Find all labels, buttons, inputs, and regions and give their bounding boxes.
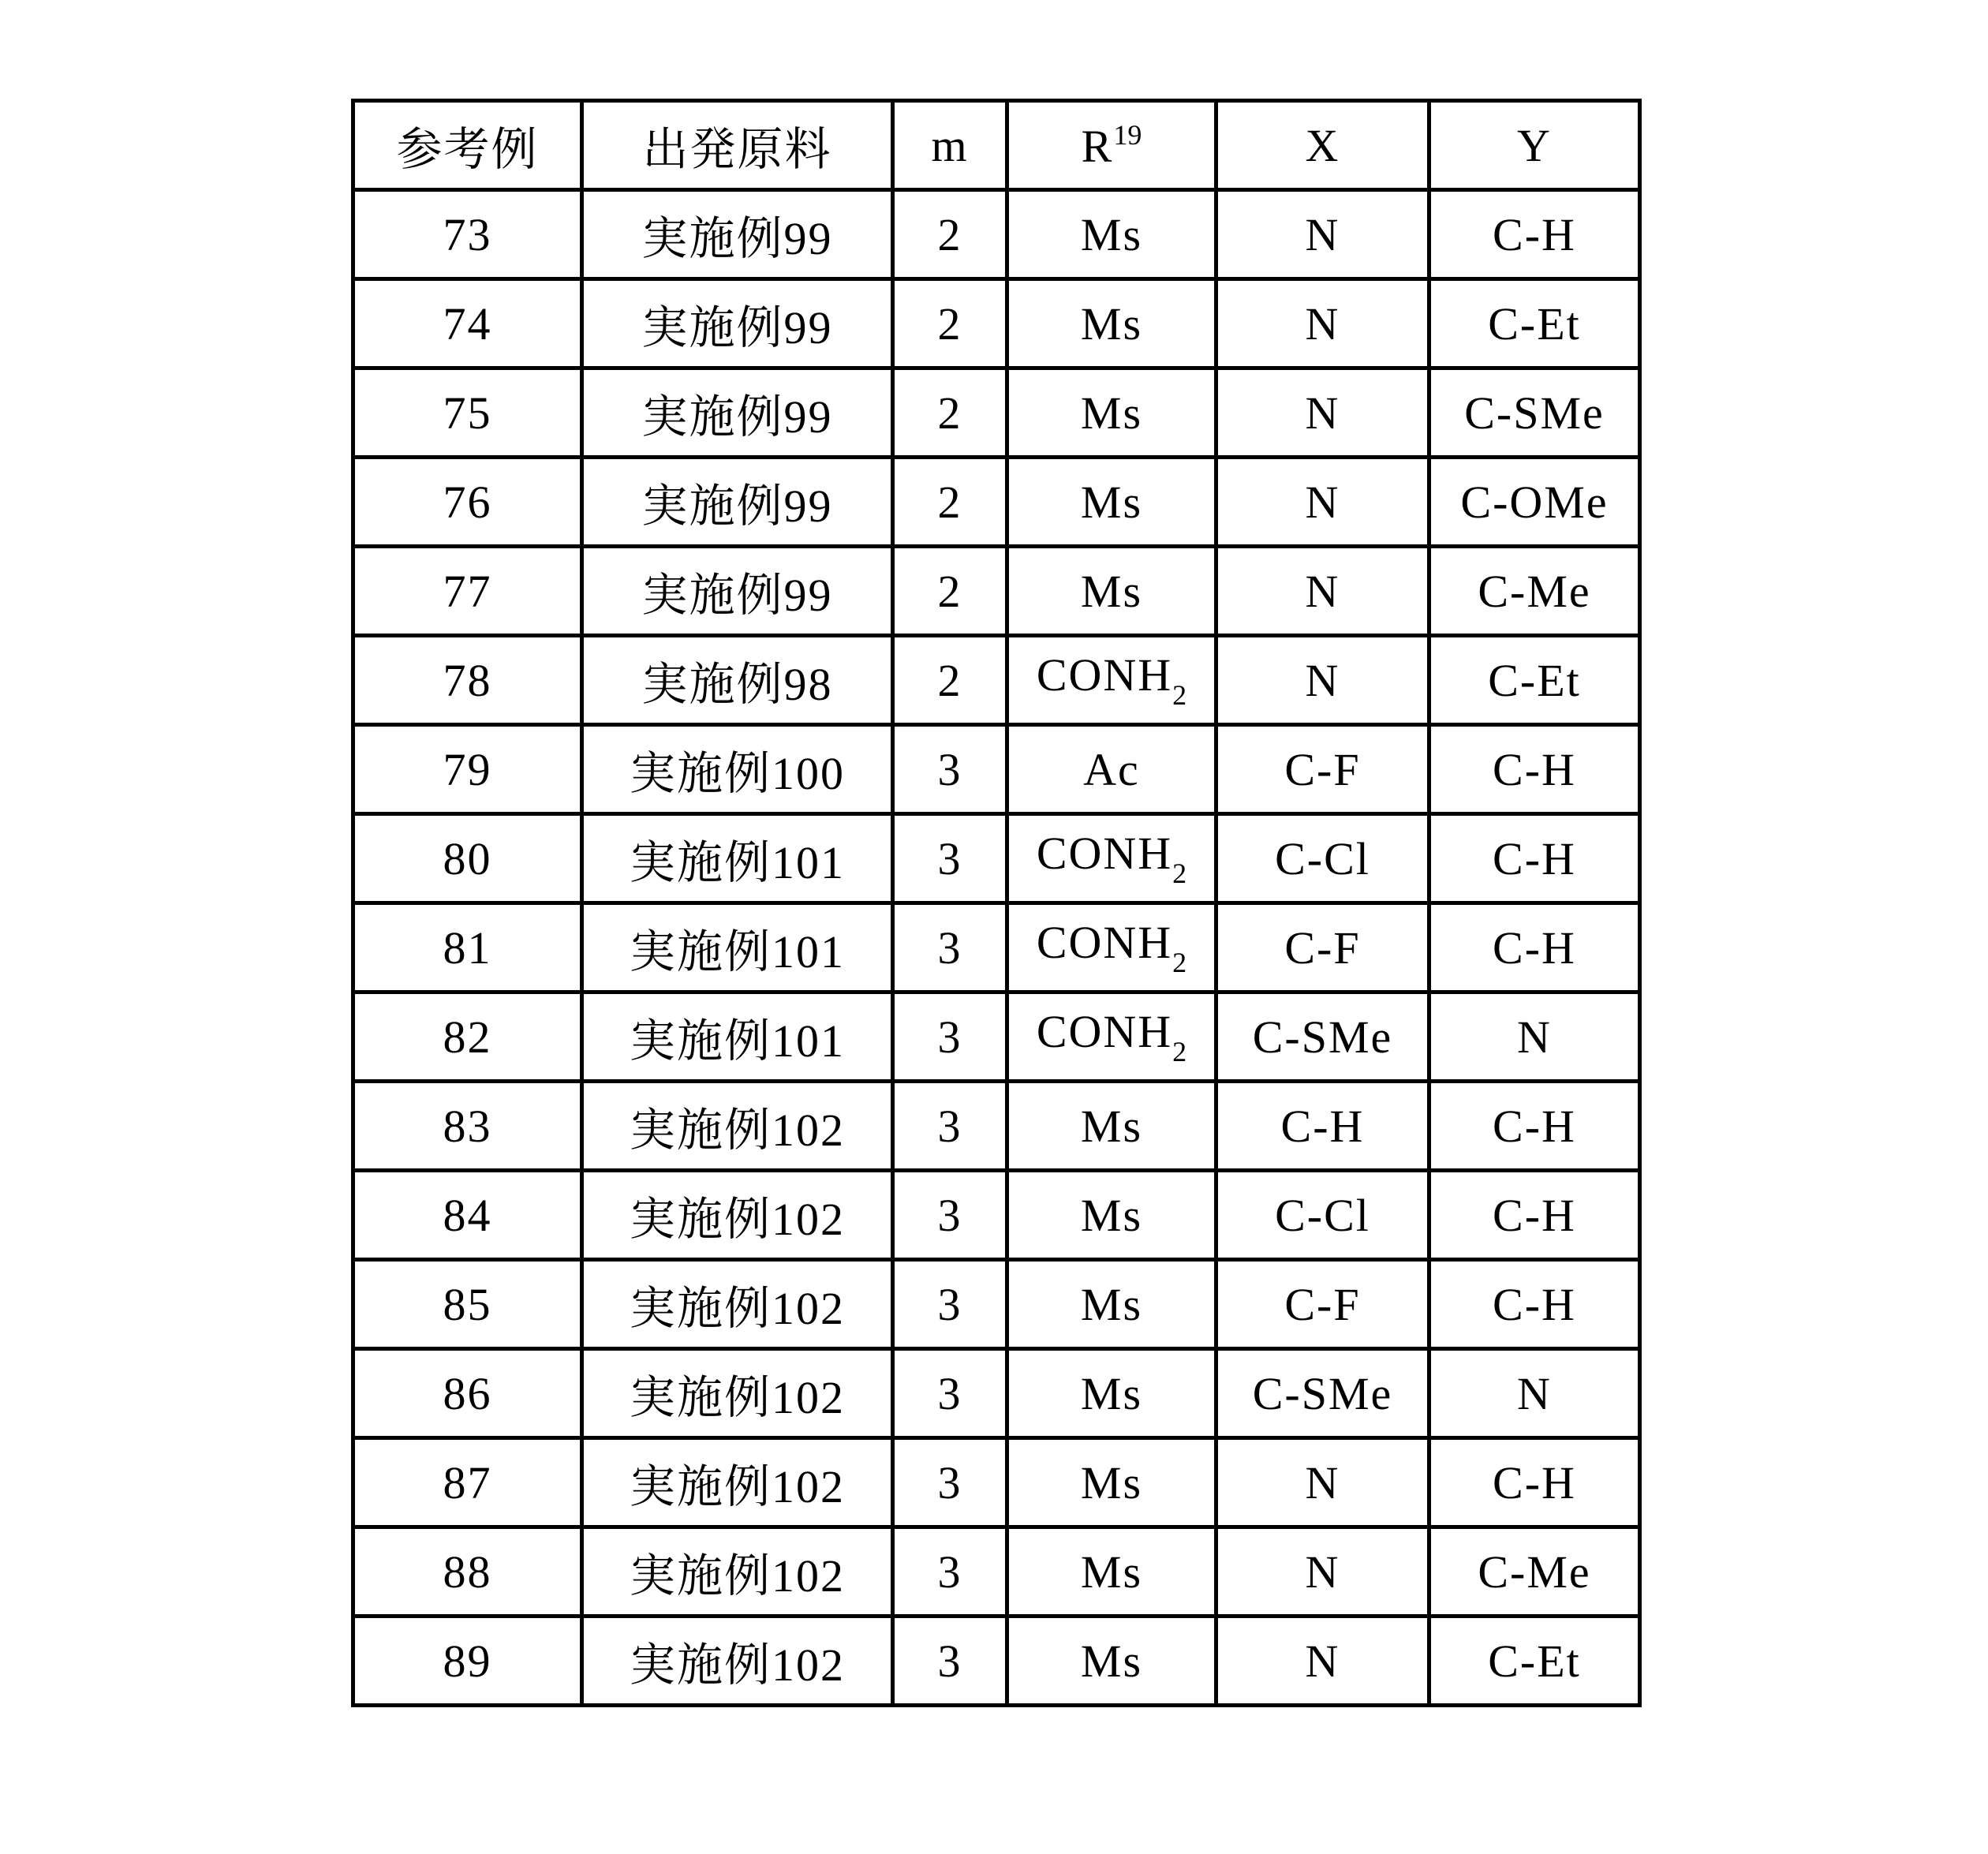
r19-value: Ms — [1080, 1635, 1143, 1687]
cell-m: 3 — [893, 1617, 1007, 1706]
cell-r19 — [1007, 279, 1216, 368]
reference-examples-table — [351, 99, 1642, 1707]
cell-ref-example: 78 — [353, 636, 582, 725]
cell-m: 3 — [893, 1349, 1007, 1438]
cell-m: 3 — [893, 992, 1007, 1082]
cell-starting-material: 実施例102 — [582, 1349, 893, 1438]
table-row — [353, 279, 1640, 368]
r19-subscript: 2 — [1172, 679, 1187, 711]
cell-ref-example: 73 — [353, 190, 582, 279]
header-x: X — [1216, 101, 1429, 190]
cell-m: 3 — [893, 814, 1007, 903]
r19-subscript: 2 — [1172, 858, 1187, 889]
cell-m: 2 — [893, 547, 1007, 636]
cell-ref-example: 89 — [353, 1617, 582, 1706]
cell-y: C-Et — [1429, 636, 1640, 725]
table-row — [353, 458, 1640, 547]
cell-r19 — [1007, 636, 1216, 725]
cell-r19 — [1007, 1438, 1216, 1527]
header-y: Y — [1429, 101, 1640, 190]
cell-r19 — [1007, 1171, 1216, 1260]
cell-ref-example: 87 — [353, 1438, 582, 1527]
r19-value: Ms — [1080, 1189, 1143, 1241]
cell-starting-material: 実施例102 — [582, 1438, 893, 1527]
cell-ref-example: 84 — [353, 1171, 582, 1260]
cell-y: N — [1429, 1349, 1640, 1438]
cell-ref-example: 83 — [353, 1082, 582, 1171]
table-row — [353, 1260, 1640, 1349]
cell-x: C-Cl — [1216, 1171, 1429, 1260]
table-body — [353, 190, 1640, 1706]
cell-starting-material: 実施例99 — [582, 458, 893, 547]
cell-m: 3 — [893, 1082, 1007, 1171]
cell-starting-material: 実施例102 — [582, 1527, 893, 1617]
table-row — [353, 725, 1640, 814]
cell-starting-material: 実施例101 — [582, 992, 893, 1082]
cell-ref-example: 80 — [353, 814, 582, 903]
cell-x: N — [1216, 368, 1429, 458]
r19-value: Ac — [1083, 743, 1140, 795]
cell-x: N — [1216, 1617, 1429, 1706]
cell-r19 — [1007, 1082, 1216, 1171]
r19-value: CONH — [1036, 1006, 1173, 1057]
table-row — [353, 903, 1640, 992]
cell-y: C-Et — [1429, 279, 1640, 368]
header-ref-example: 参考例 — [353, 101, 582, 190]
cell-m: 2 — [893, 368, 1007, 458]
cell-x: N — [1216, 1527, 1429, 1617]
table-header-row — [353, 101, 1640, 190]
cell-starting-material: 実施例99 — [582, 547, 893, 636]
cell-r19 — [1007, 547, 1216, 636]
cell-starting-material: 実施例102 — [582, 1171, 893, 1260]
cell-r19 — [1007, 903, 1216, 992]
cell-starting-material: 実施例102 — [582, 1082, 893, 1171]
r19-value: Ms — [1080, 1546, 1143, 1598]
cell-x: N — [1216, 279, 1429, 368]
cell-x: N — [1216, 190, 1429, 279]
cell-m: 3 — [893, 1260, 1007, 1349]
r19-subscript: 2 — [1172, 1036, 1187, 1067]
cell-ref-example: 85 — [353, 1260, 582, 1349]
cell-r19 — [1007, 458, 1216, 547]
cell-m: 2 — [893, 279, 1007, 368]
cell-m: 2 — [893, 458, 1007, 547]
cell-x: C-F — [1216, 1260, 1429, 1349]
cell-ref-example: 77 — [353, 547, 582, 636]
cell-m: 2 — [893, 190, 1007, 279]
cell-r19 — [1007, 1527, 1216, 1617]
r19-value: CONH — [1036, 917, 1173, 968]
r19-value: Ms — [1080, 1100, 1143, 1152]
cell-ref-example: 81 — [353, 903, 582, 992]
cell-m: 3 — [893, 1171, 1007, 1260]
cell-y: C-OMe — [1429, 458, 1640, 547]
r19-value: Ms — [1080, 1278, 1143, 1330]
cell-y: C-H — [1429, 1260, 1640, 1349]
r19-value: Ms — [1080, 565, 1143, 617]
cell-r19 — [1007, 725, 1216, 814]
cell-y: C-H — [1429, 725, 1640, 814]
cell-ref-example: 86 — [353, 1349, 582, 1438]
r19-value: Ms — [1080, 1367, 1143, 1419]
cell-x: N — [1216, 547, 1429, 636]
cell-r19 — [1007, 368, 1216, 458]
cell-ref-example: 75 — [353, 368, 582, 458]
r19-value: Ms — [1080, 1456, 1143, 1508]
table-row — [353, 1527, 1640, 1617]
cell-r19 — [1007, 814, 1216, 903]
table-row — [353, 1617, 1640, 1706]
header-r19 — [1007, 101, 1216, 190]
table-row — [353, 992, 1640, 1082]
r19-value: Ms — [1080, 208, 1143, 260]
cell-y: C-H — [1429, 1438, 1640, 1527]
table-row — [353, 547, 1640, 636]
header-starting-material: 出発原料 — [582, 101, 893, 190]
cell-m: 3 — [893, 725, 1007, 814]
header-m: m — [893, 101, 1007, 190]
cell-y: C-Et — [1429, 1617, 1640, 1706]
cell-starting-material: 実施例102 — [582, 1260, 893, 1349]
cell-x: N — [1216, 1438, 1429, 1527]
cell-y: C-H — [1429, 190, 1640, 279]
cell-x: C-SMe — [1216, 992, 1429, 1082]
cell-x: C-F — [1216, 903, 1429, 992]
table-row — [353, 190, 1640, 279]
cell-r19 — [1007, 992, 1216, 1082]
cell-y: C-H — [1429, 1082, 1640, 1171]
cell-r19 — [1007, 190, 1216, 279]
r19-value: Ms — [1080, 297, 1143, 349]
cell-y: N — [1429, 992, 1640, 1082]
cell-m: 3 — [893, 1527, 1007, 1617]
r19-value: Ms — [1080, 387, 1143, 439]
cell-x: C-SMe — [1216, 1349, 1429, 1438]
table-row — [353, 1171, 1640, 1260]
cell-r19 — [1007, 1617, 1216, 1706]
cell-starting-material: 実施例101 — [582, 814, 893, 903]
cell-y: C-H — [1429, 814, 1640, 903]
cell-starting-material: 実施例99 — [582, 368, 893, 458]
cell-y: C-Me — [1429, 547, 1640, 636]
cell-y: C-SMe — [1429, 368, 1640, 458]
table-row — [353, 368, 1640, 458]
cell-m: 3 — [893, 1438, 1007, 1527]
r19-subscript: 2 — [1172, 947, 1187, 978]
cell-x: C-F — [1216, 725, 1429, 814]
table-row — [353, 636, 1640, 725]
cell-starting-material: 実施例102 — [582, 1617, 893, 1706]
cell-x: N — [1216, 636, 1429, 725]
r19-value: CONH — [1036, 649, 1173, 701]
table-row — [353, 1349, 1640, 1438]
cell-starting-material: 実施例99 — [582, 190, 893, 279]
cell-x: C-Cl — [1216, 814, 1429, 903]
cell-starting-material: 実施例101 — [582, 903, 893, 992]
cell-ref-example: 79 — [353, 725, 582, 814]
cell-y: C-H — [1429, 903, 1640, 992]
table-row — [353, 1438, 1640, 1527]
cell-y: C-H — [1429, 1171, 1640, 1260]
cell-ref-example: 76 — [353, 458, 582, 547]
cell-x: C-H — [1216, 1082, 1429, 1171]
table-row — [353, 814, 1640, 903]
cell-starting-material: 実施例100 — [582, 725, 893, 814]
r19-value: CONH — [1036, 828, 1173, 879]
cell-r19 — [1007, 1260, 1216, 1349]
cell-ref-example: 82 — [353, 992, 582, 1082]
cell-starting-material: 実施例99 — [582, 279, 893, 368]
cell-ref-example: 88 — [353, 1527, 582, 1617]
header-r19-base: R — [1081, 120, 1114, 172]
cell-m: 2 — [893, 636, 1007, 725]
table-row — [353, 1082, 1640, 1171]
cell-starting-material: 実施例98 — [582, 636, 893, 725]
r19-value: Ms — [1080, 476, 1143, 528]
cell-m: 3 — [893, 903, 1007, 992]
cell-y: C-Me — [1429, 1527, 1640, 1617]
header-r19-superscript: 19 — [1113, 118, 1142, 151]
cell-ref-example: 74 — [353, 279, 582, 368]
cell-x: N — [1216, 458, 1429, 547]
cell-r19 — [1007, 1349, 1216, 1438]
